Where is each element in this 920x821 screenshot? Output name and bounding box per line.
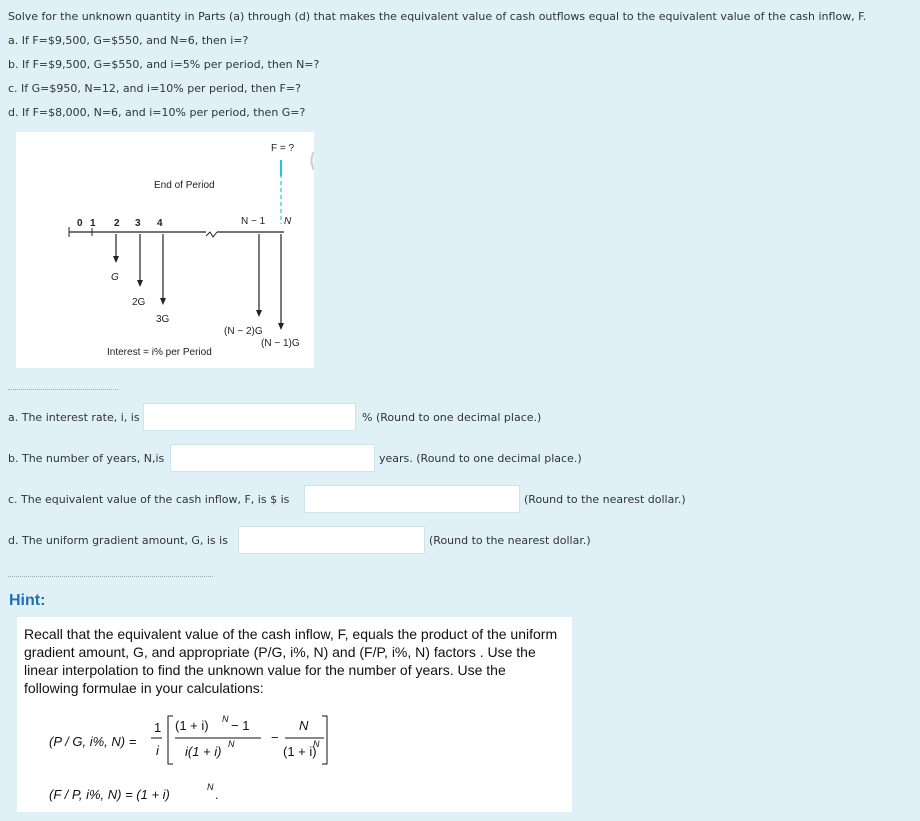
answer-d-input[interactable]	[238, 526, 425, 554]
answer-b-note: years. (Round to one decimal place.)	[379, 452, 582, 465]
answer-c-label: c. The equivalent value of the cash inflow, F, is $ is	[8, 493, 290, 506]
scroll-artifact	[312, 152, 315, 170]
answer-b-label: b. The number of years, N,is	[8, 452, 165, 465]
tick-1: 1	[90, 218, 96, 229]
formula2-end: .	[215, 787, 219, 802]
answer-d-label: d. The uniform gradient amount, G, is is	[8, 534, 228, 547]
formula1-num1: (1 + i)	[175, 718, 209, 733]
cash-flow-svg	[16, 132, 314, 368]
problem-part-d: d. If F=$8,000, N=6, and i=10% per period, then G=?	[8, 106, 306, 119]
arrow-2g-head	[137, 280, 143, 287]
divider-dotted	[8, 389, 118, 390]
formula2-exp: N	[207, 782, 214, 792]
answer-b-input[interactable]	[170, 444, 375, 472]
formula1-den2-exp: N	[313, 739, 320, 749]
end-of-period-label: End of Period	[154, 180, 215, 191]
formula1-den1: i(1 + i)	[185, 744, 222, 759]
answer-d-note: (Round to the nearest dollar.)	[429, 534, 591, 547]
tick-n-minus-1: N − 1	[241, 216, 266, 227]
tick-2: 2	[114, 218, 120, 229]
arrow-n-1g-head	[278, 323, 284, 330]
answer-a-label: a. The interest rate, i, is	[8, 411, 140, 424]
formula1-left-bracket	[168, 716, 173, 764]
label-n-2g: (N − 2)G	[224, 326, 263, 337]
formula1-den1-exp: N	[228, 739, 235, 749]
hint-text: Recall that the equivalent value of the cash inflow, F, equals the product of the uniform gradient amount, G, and appropriate (P/G, i%, N) and (F/P, i%, N) factors . Use the linear interpolation to find the unknown value for the number of years. Use the following formulae in your calculations:	[24, 626, 558, 696]
formula1-i: i	[156, 743, 159, 758]
label-g: G	[111, 272, 119, 283]
formula1-one: 1	[154, 720, 162, 735]
label-2g: 2G	[132, 297, 146, 308]
answer-a-note: % (Round to one decimal place.)	[362, 411, 542, 424]
hint-box	[17, 617, 572, 812]
interest-label: Interest = i% per Period	[107, 347, 212, 358]
answer-c-input[interactable]	[304, 485, 520, 513]
tick-n: N	[284, 216, 292, 227]
problem-part-b: b. If F=$9,500, G=$550, and i=5% per period, then N=?	[8, 58, 320, 71]
problem-part-c: c. If G=$950, N=12, and i=10% per period, then F=?	[8, 82, 301, 95]
formula1-right-bracket	[322, 716, 327, 764]
arrow-n-2g-head	[256, 310, 262, 317]
formula1-num1-exp: N	[222, 714, 229, 724]
formula1-num2: N	[299, 718, 309, 733]
answer-a-input[interactable]	[143, 403, 356, 431]
answer-c-note: (Round to the nearest dollar.)	[524, 493, 686, 506]
arrow-g-head	[113, 256, 119, 263]
hint-title: Hint:	[9, 592, 46, 609]
problem-intro: Solve for the unknown quantity in Parts (a) through (d) that makes the equivalent value of cash outflows equal to the equivalent value of the cash inflow, F.	[8, 10, 867, 23]
formula1-lhs: (P / G, i%, N) =	[49, 734, 137, 749]
axis-break	[206, 232, 217, 237]
f-label: F = ?	[271, 143, 295, 154]
formula1-den2: (1 + i)	[283, 744, 317, 759]
label-n-1g: (N − 1)G	[261, 338, 300, 349]
divider-dotted-2	[8, 576, 213, 577]
tick-4: 4	[157, 218, 163, 229]
label-3g: 3G	[156, 314, 170, 325]
cash-flow-diagram	[16, 132, 314, 368]
arrow-3g-head	[160, 298, 166, 305]
hint-formulas	[17, 617, 572, 812]
formula2: (F / P, i%, N) = (1 + i)	[49, 787, 170, 802]
problem-part-a: a. If F=$9,500, G=$550, and N=6, then i=?	[8, 34, 249, 47]
formula1-minus1: − 1	[231, 718, 250, 733]
tick-3: 3	[135, 218, 141, 229]
formula1-minus: −	[271, 730, 279, 745]
tick-0: 0	[77, 218, 83, 229]
